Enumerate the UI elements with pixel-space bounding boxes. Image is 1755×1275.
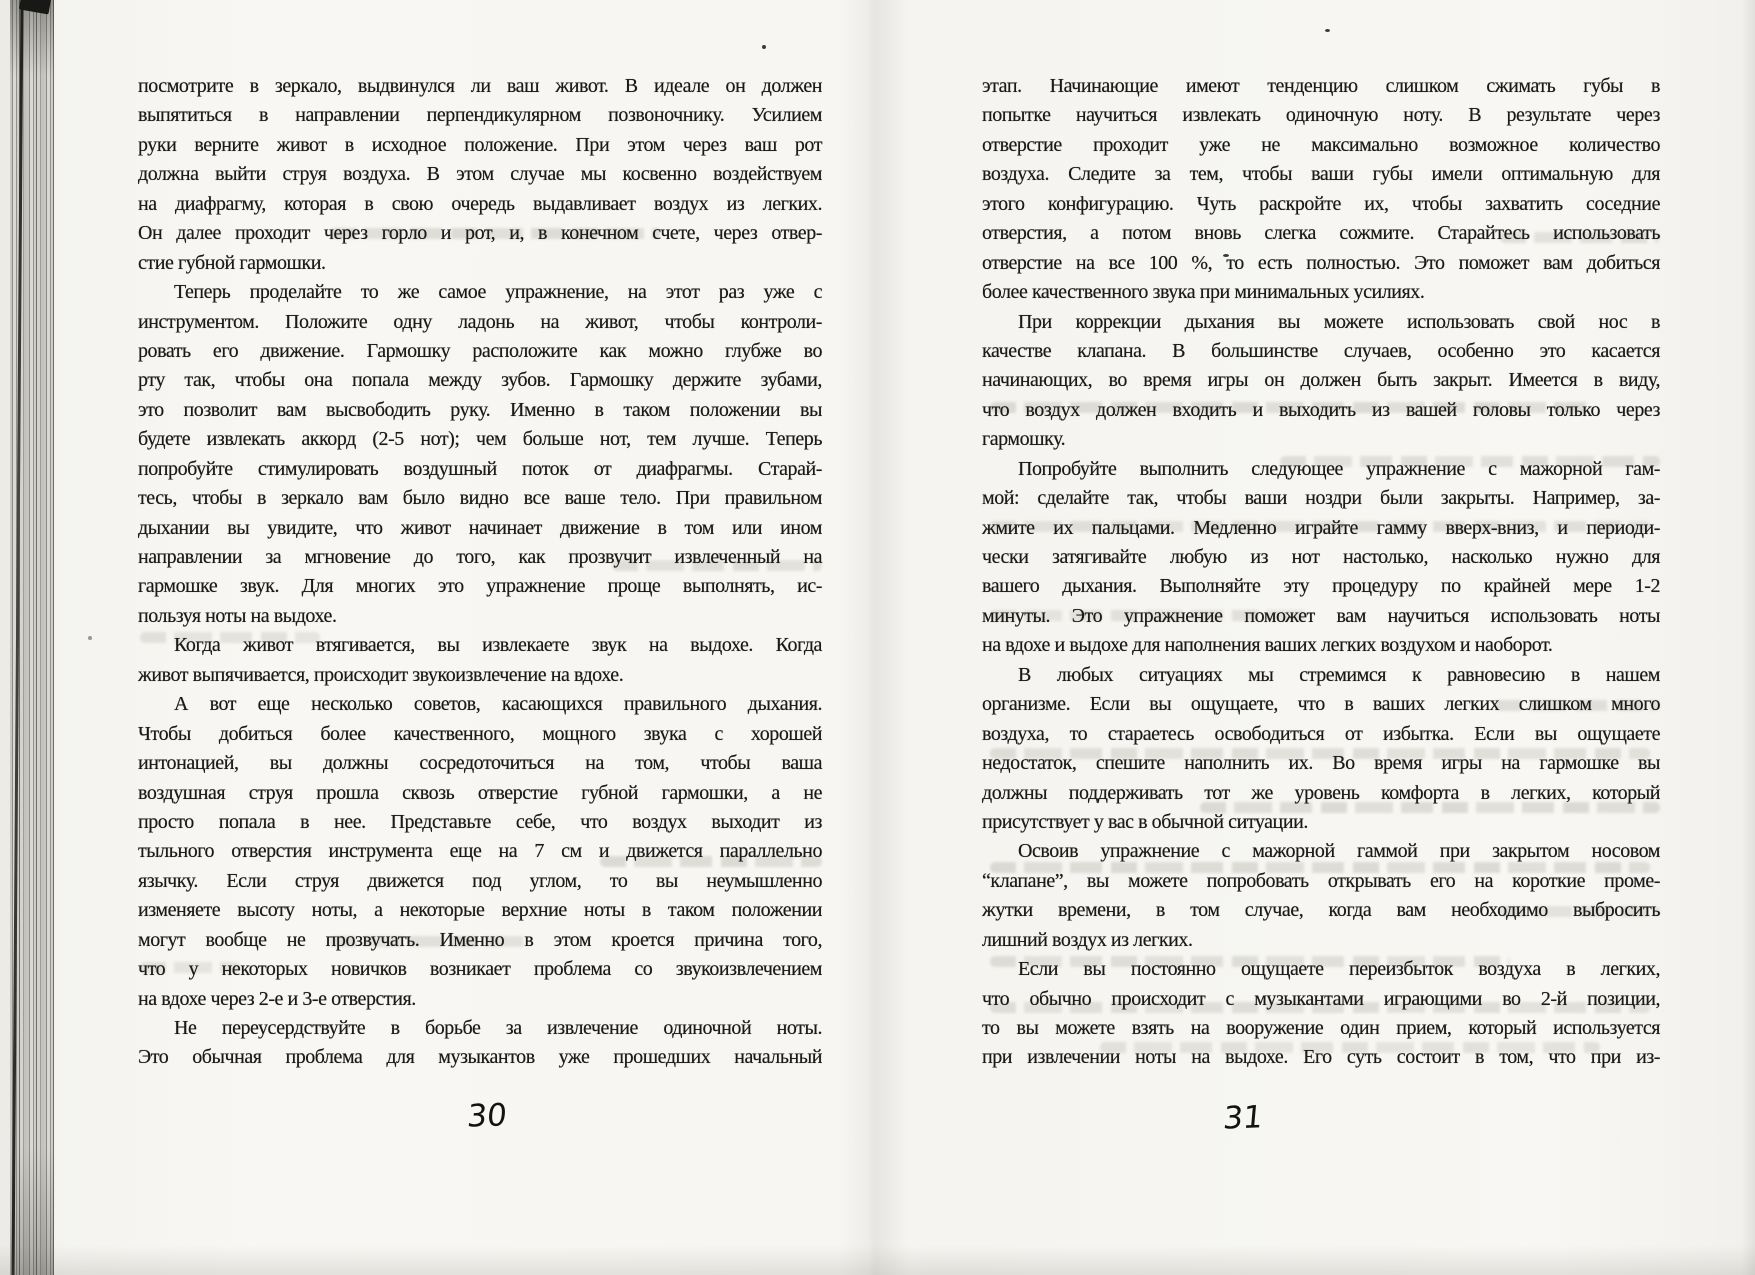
text-line: тесь, чтобы в зеркало вам было видно все ваше тело. При правильном <box>138 487 822 510</box>
text-line: мой: сделайте так, чтобы ваши ноздри были закрыты. Например, за- <box>982 487 1660 510</box>
text-line: В любых ситуациях мы стремимся к равновесию в нашем <box>1018 663 1660 686</box>
text-line: отверстия, а потом вновь слегка сожмите. Старайтесь использовать <box>982 222 1660 245</box>
text-line: отверстие на все 100 %, то есть полностью. Это поможет вам добиться <box>982 251 1660 274</box>
text-line: тыльного отверстия инструмента еще на 7 см и движется параллельно <box>138 840 822 863</box>
text-line: стие губной гармошки. <box>138 251 326 274</box>
page-number-right: 31 <box>1221 1099 1265 1137</box>
text-line: инструментом. Положите одну ладонь на живот, чтобы контроли- <box>138 310 822 333</box>
text-line: изменяете высоту ноты, а некоторые верхние ноты в таком положении <box>138 899 822 922</box>
book-page-edges <box>10 0 54 1275</box>
text-line: попробуйте стимулировать воздушный поток от диафрагмы. Старай- <box>138 457 822 480</box>
text-line: то вы можете взять на вооружение один прием, который используется <box>982 1017 1660 1039</box>
text-line: чески затягивайте любую из нот настолько, насколько нужно для <box>982 546 1660 568</box>
text-line: будете извлекать аккорд (2-5 нот); чем больше нот, тем лучше. Теперь <box>138 428 822 451</box>
text-line: А вот еще несколько советов, касающихся правильного дыхания. <box>174 693 822 716</box>
text-line: что воздух должен входить и выходить из вашей головы только через <box>982 398 1660 421</box>
text-line: на диафрагму, которая в свою очередь выдавливает воздух из легких. <box>138 192 822 215</box>
ink-speck <box>762 45 766 49</box>
text-line: Когда живот втягивается, вы извлекаете звук на выдохе. Когда <box>174 634 822 657</box>
text-line: этап. Начинающие имеют тенденцию слишком сжимать губы в <box>982 75 1660 97</box>
text-line: это позволит вам высвободить руку. Именно в таком положении вы <box>138 398 822 421</box>
text-line: Чтобы добиться более качественного, мощного звука с хорошей <box>138 722 822 745</box>
text-line: гармошку. <box>982 428 1066 451</box>
page-left-text <box>138 72 822 1073</box>
text-line: минуты. Это упражнение поможет вам научиться использовать ноты <box>982 604 1660 627</box>
text-line: на вдохе через 2-е и 3-е отверстия. <box>138 987 416 1010</box>
text-line: что у некоторых новичков возникает проблема со звукоизвлечением <box>138 958 822 981</box>
scan-bottom-shadow <box>0 1245 1755 1275</box>
text-line: Если вы постоянно ощущаете переизбыток воздуха в легких, <box>1018 958 1660 981</box>
text-line: что обычно происходит с музыкантами играющими во 2-й позиции, <box>982 987 1660 1010</box>
text-line: Попробуйте выполнить следующее упражнение с мажорной гам- <box>1018 457 1660 480</box>
text-line: дыхании вы увидите, что живот начинает движение в том или ином <box>138 516 822 539</box>
text-line: Не переусердствуйте в борьбе за извлечение одиночной ноты. <box>174 1017 822 1039</box>
text-line: Он далее проходит через горло и рот, и, в конечном счете, через отвер- <box>138 222 822 245</box>
text-line: лишний воздух из легких. <box>982 928 1193 951</box>
text-line: жмите их пальцами. Медленно играйте гамму вверх-вниз, и периоди- <box>982 516 1660 539</box>
ink-speck <box>88 636 92 640</box>
text-line: начинающих, во время игры он должен быть закрыт. Имеется в виду, <box>982 369 1660 392</box>
text-line: живот выпячивается, происходит звукоизвлечение на вдохе. <box>138 663 624 686</box>
text-line: пользуя ноты на выдохе. <box>138 604 337 627</box>
text-line: более качественного звука при минимальных усилиях. <box>982 281 1425 304</box>
text-line: попытке научиться извлекать одиночную ноту. В результате через <box>982 104 1660 127</box>
text-line: должны поддерживать тот же уровень комфорта в легких, который <box>982 781 1660 804</box>
text-line: при извлечении ноты на выдохе. Его суть состоит в том, что при из- <box>982 1046 1660 1069</box>
text-line: язычку. Если струя движется под углом, то вы неумышленно <box>138 869 822 892</box>
scan-right-shadow <box>1741 0 1755 1275</box>
text-line: рту так, чтобы она попала между зубов. Гармошку держите зубами, <box>138 369 822 392</box>
page-number-left: 30 <box>465 1097 509 1135</box>
text-line: присутствует у вас в обычной ситуации. <box>982 810 1308 833</box>
text-line: жутки времени, в том случае, когда вам необходимо выбросить <box>982 899 1660 922</box>
text-line: посмотрите в зеркало, выдвинулся ли ваш живот. В идеале он должен <box>138 75 822 97</box>
text-line: интонацией, вы должны сосредоточиться на том, чтобы ваша <box>138 752 822 775</box>
text-line: воздушная струя прошла сквозь отверстие губной гармошки, а не <box>138 781 822 804</box>
text-line: этого конфигурацию. Чуть раскройте их, чтобы захватить соседние <box>982 192 1660 215</box>
text-line: Теперь проделайте то же самое упражнение, на этот раз уже с <box>174 281 822 304</box>
text-line: “клапане”, вы можете попробовать открывать его на короткие проме- <box>982 869 1660 892</box>
ink-speck <box>1325 29 1330 32</box>
text-line: воздуха, то стараетесь освободиться от избытка. Если вы ощущаете <box>982 722 1660 745</box>
text-line: организме. Если вы ощущаете, что в ваших легких слишком много <box>982 693 1660 716</box>
text-line: направлении за мгновение до того, как прозвучит извлеченный на <box>138 546 822 568</box>
book-gutter-shadow <box>838 0 910 1275</box>
text-line: отверстие проходит уже не максимально возможное количество <box>982 133 1660 156</box>
text-line: ровать его движение. Гармошку расположите как можно глубже во <box>138 339 822 362</box>
text-line: качестве клапана. В большинстве случаев, особенно это касается <box>982 339 1660 362</box>
text-line: недостаток, спешите наполнить их. Во время игры на гармошке вы <box>982 752 1660 775</box>
text-line: просто попала в нее. Представьте себе, что воздух выходит из <box>138 810 822 833</box>
text-line: на вдохе и выдохе для наполнения ваших легких воздухом и наоборот. <box>982 634 1553 657</box>
text-line: Это обычная проблема для музыкантов уже прошедших начальный <box>138 1046 822 1069</box>
text-line: должна выйти струя воздуха. В этом случае мы косвенно воздействуем <box>138 163 822 186</box>
text-line: выпятиться в направлении перпендикулярном позвоночнику. Усилием <box>138 104 822 127</box>
text-line: Освоив упражнение с мажорной гаммой при закрытом носовом <box>1018 840 1660 863</box>
text-line: вашего дыхания. Выполняйте эту процедуру по крайней мере 1-2 <box>982 575 1660 598</box>
text-line: могут вообще не прозвучать. Именно в этом кроется причина того, <box>138 928 822 951</box>
text-line: руки верните живот в исходное положение. При этом через ваш рот <box>138 133 822 156</box>
page-right-text <box>982 72 1660 1073</box>
text-line: При коррекции дыхания вы можете использовать свой нос в <box>1018 310 1660 333</box>
text-line: гармошке звук. Для многих это упражнение проще выполнять, ис- <box>138 575 822 598</box>
text-line: воздуха. Следите за тем, чтобы ваши губы имели оптимальную для <box>982 163 1660 186</box>
